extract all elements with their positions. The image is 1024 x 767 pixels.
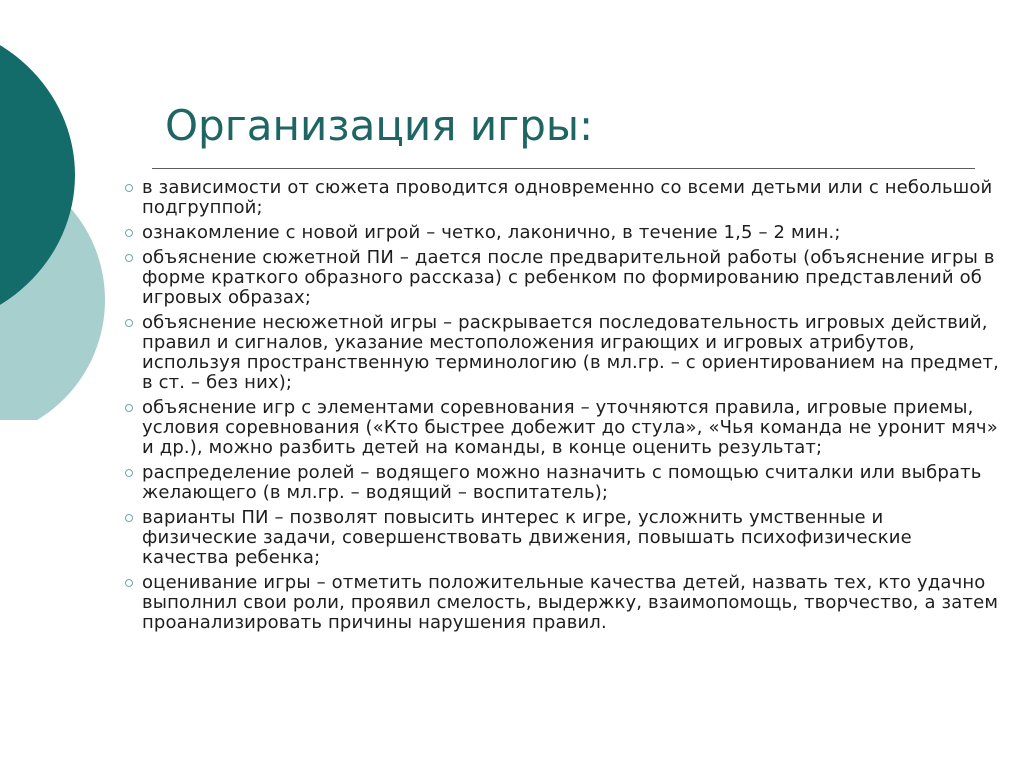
bullet-ring-icon <box>125 404 133 412</box>
slide-title: Организация игры: <box>165 101 594 150</box>
bullet-ring-icon <box>125 514 133 522</box>
bullet-ring-icon <box>125 184 133 192</box>
bullet-text: объяснение несюжетной игры – раскрывается последовательность игровых действий, правил и сигналов, указание местоположения играющих и игровых атрибутов, используя пространственную терминологию (в мл.гр. – с ориентированием на предмет, в ст. – без них); <box>142 312 999 393</box>
bullet-item <box>123 248 1003 308</box>
bullet-text: варианты ПИ – позволят повысить интерес к игре, усложнить умственные и физические задачи, совершенствовать движения, повышать психофизические качества ребенка; <box>142 507 912 568</box>
bullet-text: распределение ролей – водящего можно назначить с помощью считалки или выбрать желающего (в мл.гр. – водящий – воспитатель); <box>142 462 982 503</box>
bullet-item <box>123 178 1003 218</box>
bullet-item <box>123 223 1003 243</box>
bullet-text: оценивание игры – отметить положительные качества детей, назвать тех, кто удачно выполнил свои роли, проявил смелость, выдержку, взаимопомощь, творчество, а затем проанализировать причины нарушения правил. <box>142 572 999 633</box>
bullet-ring-icon <box>125 469 133 477</box>
bullet-item <box>123 573 1003 633</box>
title-underline <box>152 168 975 169</box>
bullet-ring-icon <box>125 254 133 262</box>
decorative-circles <box>0 0 120 420</box>
bullet-item <box>123 398 1003 458</box>
bullet-ring-icon <box>125 229 133 237</box>
bullet-ring-icon <box>125 579 133 587</box>
bullet-text: в зависимости от сюжета проводится одновременно со всеми детьми или с небольшой подгруппой; <box>142 177 993 218</box>
bullet-text: объяснение сюжетной ПИ – дается после предварительной работы (объяснение игры в форме краткого образного рассказа) с ребенком по формированию представлений об игровых образах; <box>142 247 995 308</box>
bullet-item <box>123 313 1003 393</box>
bullet-item <box>123 508 1003 568</box>
bullet-item <box>123 463 1003 503</box>
bullet-text: объяснение игр с элементами соревнования – уточняются правила, игровые приемы, условия соревнования («Кто быстрее добежит до стула», «Чья команда не уронит мяч» и др.), можно разбить детей на команды, в конце оценить результат; <box>142 397 998 458</box>
bullet-text: ознакомление с новой игрой – четко, лаконично, в течение 1,5 – 2 мин.; <box>142 222 841 243</box>
bullet-ring-icon <box>125 319 133 327</box>
bullet-list <box>123 178 1003 638</box>
